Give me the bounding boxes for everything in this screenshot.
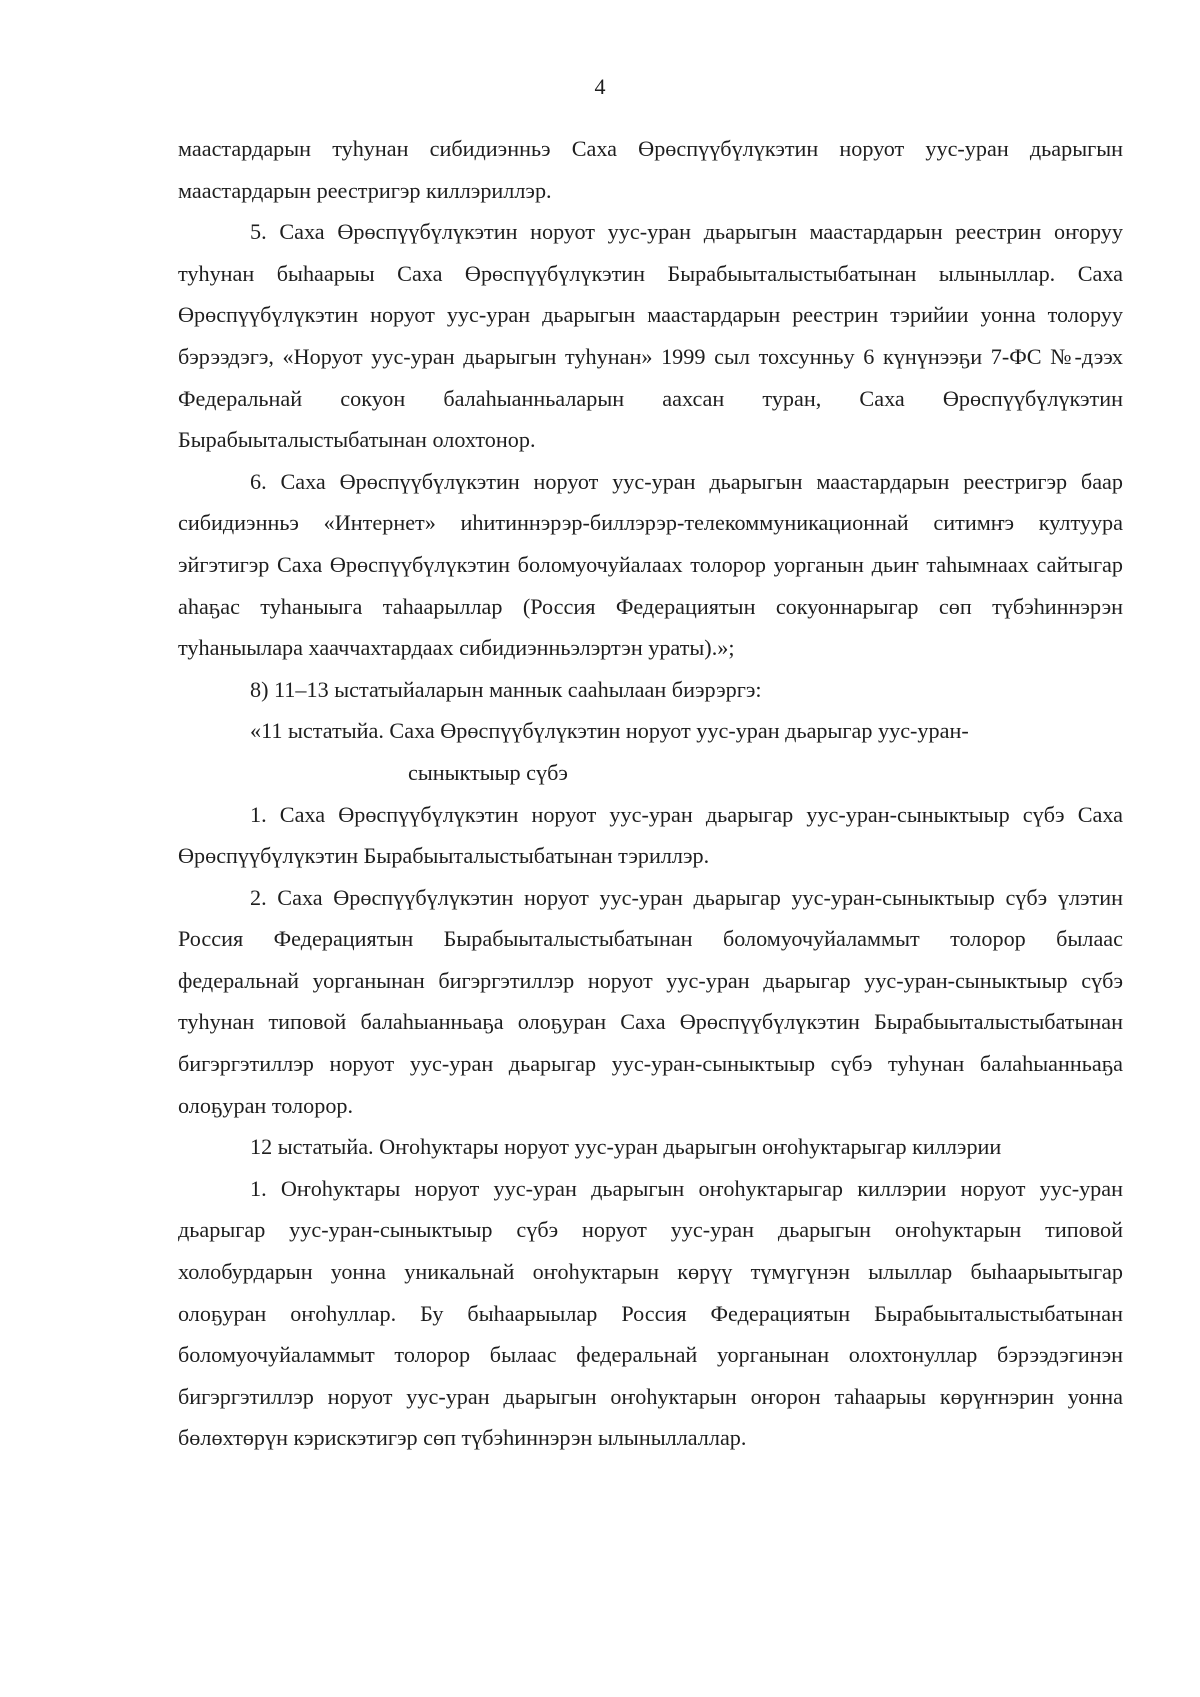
article-11-title-continued: сыныктыыр сүбэ [408,759,568,785]
article-11-clause-1: 1. Саха Өрөспүүбүлүкэтин норуот уус-уран дьарыгар уус-уран-сыныктыыр сүбэ Саха Өрөспүүбүлүкэтин Бырабыыталыстыбатынан тэриллэр. [178,801,1123,869]
paragraph-item-6: 6. Саха Өрөспүүбүлүкэтин норуот уус-уран дьарыгын маастардарын реестригэр баар сибидиэнньэ «Интернет» иһитиннэрэр-биллэрэр-телекоммуникационнай ситимҥэ култуура эйгэтигэр Саха Өрөспүүбүлүкэтин боломуочуйалаах толорор уорганын дьиҥ таһымнаах сайтыгар аһаҕас туһаныыга таһаарыллар (Россия Федерациятын сокуоннарыгар сөп түбэһиннэрэн туһаныылара хааччахтардаах сибидиэнньэлэртэн ураты).»; [178,468,1123,661]
page-number: 4 [594,74,606,99]
paragraph-continuation: маастардарын туһунан сибидиэнньэ Саха Өрөспүүбүлүкэтин норуот уус-уран дьарыгын маастардарын реестригэр киллэриллэр. [178,136,1123,203]
article-11-title: «11 ыстатыйа. Саха Өрөспүүбүлүкэтин норуот уус-уран дьарыгар уус-уран- [250,718,969,744]
amendment-instruction: 8) 11–13 ыстатыйаларын маннык сааһылаан биэрэргэ: [250,676,762,702]
article-12-title: 12 ыстатыйа. Оҥоһуктары норуот уус-уран дьарыгын оҥоһуктарыгар киллэрии [250,1134,1002,1160]
article-11-clause-2: 2. Саха Өрөспүүбүлүкэтин норуот уус-уран дьарыгар уус-уран-сыныктыыр сүбэ үлэтин Россия Федерациятын Бырабыыталыстыбатынан боломуочуйаламмыт толорор былаас федеральнай уорганынан бигэргэтиллэр норуот уус-уран дьарыгар уус-уран-сыныктыыр сүбэ туһунан типовой балаһыанньаҕа олоҕуран Саха Өрөспүүбүлүкэтин Бырабыыталыстыбатынан бигэргэтиллэр норуот уус-уран дьарыгар уус-уран-сыныктыыр сүбэ туһунан балаһыанньаҕа олоҕуран толорор. [178,884,1123,1118]
article-12-clause-1: 1. Оҥоһуктары норуот уус-уран дьарыгын оҥоһуктарыгар киллэрии норуот уус-уран дьарыгар уус-уран-сыныктыыр сүбэ норуот уус-уран дьарыгын оҥоһуктарын типовой холобурдарын уонна уникальнай оҥоһуктарын көрүү түмүгүнэн ылыллар быһаарыытыгар олоҕуран оҥоһуллар. Бу быһаарыылар Россия Федерациятын Бырабыыталыстыбатынан боломуочуйаламмыт толорор былаас федеральнай уорганынан олохтонуллар бэрээдэгинэн бигэргэтиллэр норуот уус-уран дьарыгын оҥоһуктарын оҥорон таһаарыы көрүҥнэрин уонна бөлөхтөрүн кэрискэтигэр сөп түбэһиннэрэн ылыныллаллар. [178,1175,1123,1451]
paragraph-item-5: 5. Саха Өрөспүүбүлүкэтин норуот уус-уран дьарыгын маастардарын реестрин оҥоруу туһунан быһаарыы Саха Өрөспүүбүлүкэтин Бырабыыталыстыбатынан ылыныллар. Саха Өрөспүүбүлүкэтин норуот уус-уран дьарыгын маастардарын реестрин тэрийии уонна толоруу бэрээдэгэ, «Норуот уус-уран дьарыгын туһунан» 1999 сыл тохсунньу 6 күнүнээҕи 7-ФС №-дээх Федеральнай сокуон балаһыанньаларын аахсан туран, Саха Өрөспүүбүлүкэтин Бырабыыталыстыбатынан олохтонор. [178,219,1123,453]
document-body [178,128,1123,1459]
